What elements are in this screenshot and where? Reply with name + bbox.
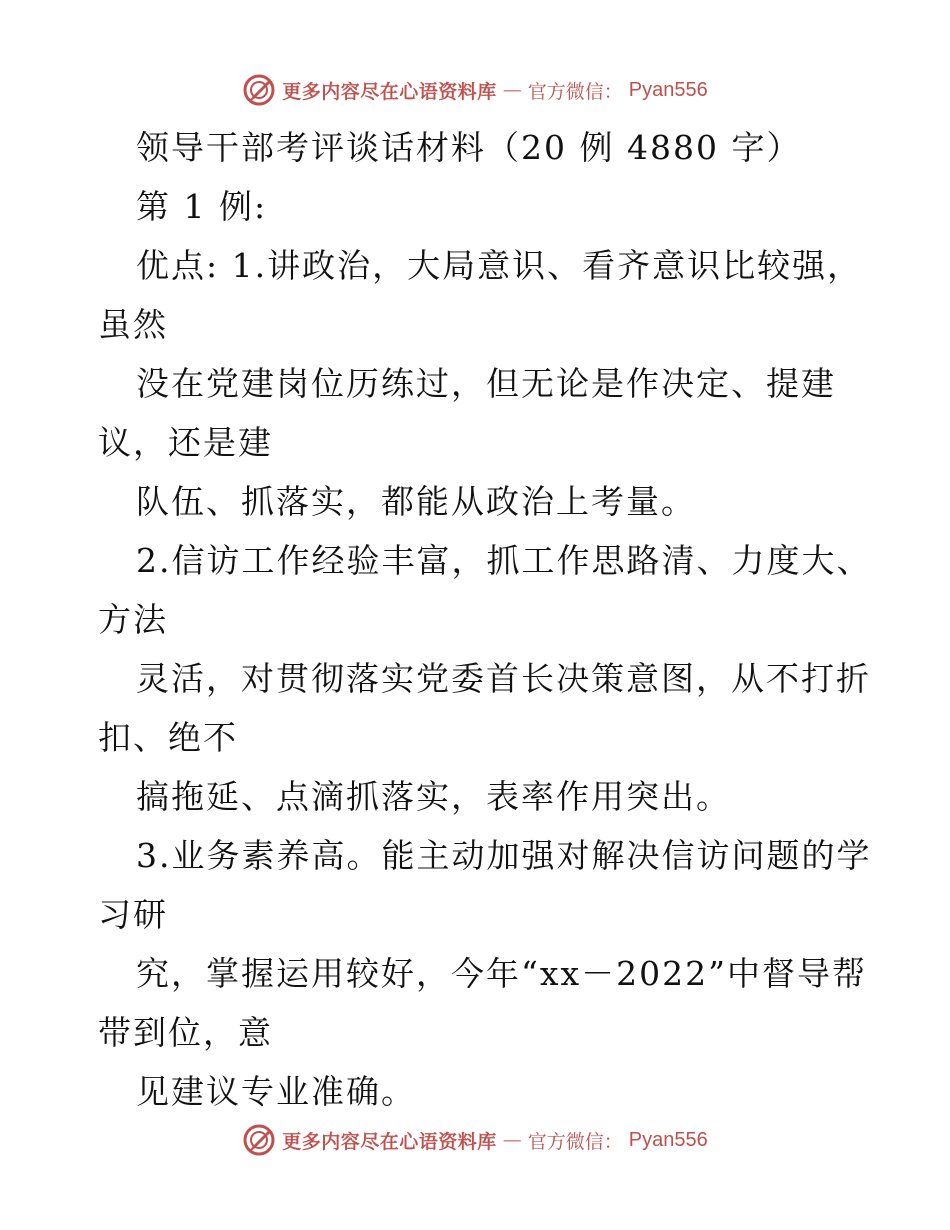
document-body bbox=[98, 118, 872, 1121]
document-line: 没在党建岗位历练过，但无论是作决定、提建 bbox=[136, 364, 836, 403]
document-line: 3.业务素养高。能主动加强对解决信访问题的学 bbox=[136, 836, 872, 875]
document-line: 见建议专业准确。 bbox=[136, 1072, 416, 1111]
quill-logo-icon bbox=[242, 73, 276, 107]
document-line: 扣、绝不 bbox=[98, 718, 238, 757]
watermark-wechat-label: 官方微信： bbox=[527, 80, 623, 103]
watermark-main-text: 更多内容尽在心语资料库 bbox=[282, 80, 497, 103]
document-line: 队伍、抓落实，都能从政治上考量。 bbox=[136, 482, 696, 521]
watermark-wechat-id: Pyan556 bbox=[628, 78, 708, 101]
watermark-dash: — bbox=[502, 79, 522, 101]
document-line: 灵活，对贯彻落实党委首长决策意图，从不打折 bbox=[136, 659, 871, 698]
document-line: 搞拖延、点滴抓落实，表率作用突出。 bbox=[136, 777, 731, 816]
document-line: 第 1 例: bbox=[136, 187, 268, 226]
document-line: 习研 bbox=[98, 895, 168, 934]
document-line: 议，还是建 bbox=[98, 423, 273, 462]
watermark-wechat-id: Pyan556 bbox=[628, 1128, 708, 1151]
document-line: 虽然 bbox=[98, 305, 168, 344]
quill-logo-icon bbox=[242, 1123, 276, 1157]
document-line: 究，掌握运用较好，今年“xx－2022”中督导帮 bbox=[136, 954, 867, 993]
document-line: 带到位，意 bbox=[98, 1013, 273, 1052]
document-line: 优点: 1.讲政治，大局意识、看齐意识比较强， bbox=[136, 246, 863, 285]
document-line: 2.信访工作经验丰富，抓工作思路清、力度大、 bbox=[136, 541, 872, 580]
document-title: 领导干部考评谈话材料（20 例 4880 字） bbox=[136, 128, 802, 167]
document-line: 方法 bbox=[98, 600, 168, 639]
document-lines bbox=[98, 177, 872, 1121]
watermark-dash: — bbox=[502, 1129, 522, 1151]
footer-watermark bbox=[0, 1120, 950, 1160]
watermark-wechat-label: 官方微信： bbox=[527, 1130, 623, 1153]
watermark-main-text: 更多内容尽在心语资料库 bbox=[282, 1130, 497, 1153]
header-watermark bbox=[0, 70, 950, 110]
